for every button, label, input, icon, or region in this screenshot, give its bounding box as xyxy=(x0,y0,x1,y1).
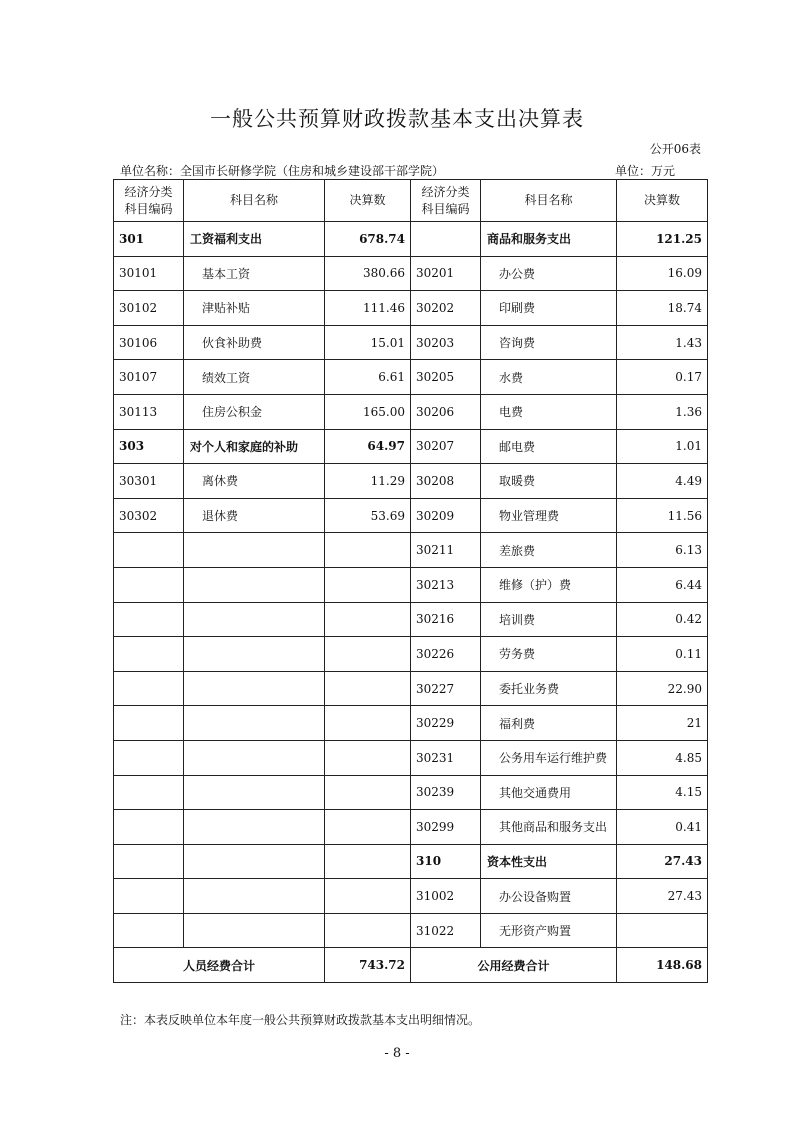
right-name-cell: 邮电费 xyxy=(481,429,617,464)
left-code-cell xyxy=(114,706,184,741)
left-code-cell: 30301 xyxy=(114,464,184,499)
right-code-cell: 30211 xyxy=(411,533,481,568)
left-code-cell: 30113 xyxy=(114,394,184,429)
right-amount-cell: 4.85 xyxy=(617,740,708,775)
right-code-cell: 30239 xyxy=(411,775,481,810)
page-title: 一般公共预算财政拨款基本支出决算表 xyxy=(210,107,584,131)
left-name-cell: 住房公积金 xyxy=(184,394,325,429)
left-name-cell xyxy=(184,775,325,810)
left-code-cell: 30102 xyxy=(114,291,184,326)
right-amount-cell: 6.13 xyxy=(617,533,708,568)
left-amount-cell: 678.74 xyxy=(325,222,411,257)
left-amount-cell xyxy=(325,810,411,845)
left-amount-cell xyxy=(325,775,411,810)
left-code-cell xyxy=(114,775,184,810)
right-name-cell: 印刷费 xyxy=(481,291,617,326)
right-name-cell: 咨询费 xyxy=(481,325,617,360)
left-amount-cell xyxy=(325,844,411,879)
right-amount-cell: 27.43 xyxy=(617,844,708,879)
right-amount-cell: 4.15 xyxy=(617,775,708,810)
left-code-cell xyxy=(114,637,184,672)
right-amount-cell: 0.11 xyxy=(617,637,708,672)
left-amount-cell: 380.66 xyxy=(325,256,411,291)
right-amount-cell: 0.17 xyxy=(617,360,708,395)
table-row xyxy=(114,602,708,637)
header-code-left: 经济分类科目编码 xyxy=(114,180,184,222)
table-row xyxy=(114,533,708,568)
right-name-cell: 取暖费 xyxy=(481,464,617,499)
right-name-cell: 劳务费 xyxy=(481,637,617,672)
right-code-cell: 30205 xyxy=(411,360,481,395)
right-code-cell: 30201 xyxy=(411,256,481,291)
right-name-cell: 电费 xyxy=(481,394,617,429)
table-row xyxy=(114,567,708,602)
left-code-cell xyxy=(114,810,184,845)
right-code-cell: 30203 xyxy=(411,325,481,360)
right-name-cell: 办公费 xyxy=(481,256,617,291)
right-name-cell: 福利费 xyxy=(481,706,617,741)
left-amount-cell: 64.97 xyxy=(325,429,411,464)
left-code-cell: 30107 xyxy=(114,360,184,395)
table-row xyxy=(114,256,708,291)
table-row xyxy=(114,498,708,533)
right-code-cell: 30227 xyxy=(411,671,481,706)
right-code-cell: 31022 xyxy=(411,913,481,948)
left-amount-cell xyxy=(325,706,411,741)
page-number: - 8 - xyxy=(384,1046,410,1061)
right-code-cell xyxy=(411,222,481,257)
right-name-cell: 培训费 xyxy=(481,602,617,637)
table-row xyxy=(114,844,708,879)
left-name-cell: 对个人和家庭的补助 xyxy=(184,429,325,464)
right-code-cell: 30207 xyxy=(411,429,481,464)
totals-row xyxy=(114,948,708,983)
table-row xyxy=(114,222,708,257)
left-name-cell: 工资福利支出 xyxy=(184,222,325,257)
right-amount-cell: 1.43 xyxy=(617,325,708,360)
right-code-cell: 30231 xyxy=(411,740,481,775)
table-row xyxy=(114,429,708,464)
right-name-cell: 委托业务费 xyxy=(481,671,617,706)
left-amount-cell xyxy=(325,602,411,637)
right-code-cell: 30209 xyxy=(411,498,481,533)
left-name-cell xyxy=(184,844,325,879)
table-row xyxy=(114,671,708,706)
right-code-cell: 30226 xyxy=(411,637,481,672)
right-name-cell: 资本性支出 xyxy=(481,844,617,879)
left-amount-cell: 53.69 xyxy=(325,498,411,533)
right-name-cell: 公务用车运行维护费 xyxy=(481,740,617,775)
left-name-cell: 绩效工资 xyxy=(184,360,325,395)
right-amount-cell: 11.56 xyxy=(617,498,708,533)
left-name-cell xyxy=(184,567,325,602)
table-body xyxy=(114,180,708,983)
left-name-cell xyxy=(184,602,325,637)
left-amount-cell xyxy=(325,671,411,706)
left-code-cell: 30101 xyxy=(114,256,184,291)
right-code-cell: 30299 xyxy=(411,810,481,845)
public-total-value: 148.68 xyxy=(617,948,708,983)
table-row xyxy=(114,464,708,499)
personnel-total-value: 743.72 xyxy=(325,948,411,983)
left-name-cell xyxy=(184,533,325,568)
public-total-label: 公用经费合计 xyxy=(411,948,617,983)
left-name-cell xyxy=(184,706,325,741)
left-amount-cell xyxy=(325,567,411,602)
right-amount-cell: 27.43 xyxy=(617,879,708,914)
right-name-cell: 物业管理费 xyxy=(481,498,617,533)
left-name-cell xyxy=(184,671,325,706)
left-code-cell xyxy=(114,671,184,706)
left-code-cell: 30106 xyxy=(114,325,184,360)
table-row xyxy=(114,810,708,845)
left-name-cell xyxy=(184,913,325,948)
left-amount-cell xyxy=(325,637,411,672)
left-amount-cell xyxy=(325,533,411,568)
table-row xyxy=(114,879,708,914)
left-amount-cell: 15.01 xyxy=(325,325,411,360)
left-name-cell: 退休费 xyxy=(184,498,325,533)
left-amount-cell: 6.61 xyxy=(325,360,411,395)
right-amount-cell: 1.01 xyxy=(617,429,708,464)
left-amount-cell: 111.46 xyxy=(325,291,411,326)
left-amount-cell: 165.00 xyxy=(325,394,411,429)
left-code-cell xyxy=(114,740,184,775)
right-amount-cell: 0.42 xyxy=(617,602,708,637)
left-name-cell: 基本工资 xyxy=(184,256,325,291)
left-amount-cell: 11.29 xyxy=(325,464,411,499)
table-row xyxy=(114,706,708,741)
right-amount-cell xyxy=(617,913,708,948)
right-name-cell: 商品和服务支出 xyxy=(481,222,617,257)
footnote: 注：本表反映单位本年度一般公共预算财政拨款基本支出明细情况。 xyxy=(120,1013,481,1027)
left-name-cell xyxy=(184,740,325,775)
left-code-cell: 30302 xyxy=(114,498,184,533)
right-code-cell: 30229 xyxy=(411,706,481,741)
expenditure-table xyxy=(113,179,708,983)
table-row xyxy=(114,360,708,395)
right-code-cell: 31002 xyxy=(411,879,481,914)
right-amount-cell: 22.90 xyxy=(617,671,708,706)
table-row xyxy=(114,325,708,360)
header-code-right: 经济分类科目编码 xyxy=(411,180,481,222)
left-code-cell xyxy=(114,913,184,948)
personnel-total-label: 人员经费合计 xyxy=(114,948,325,983)
table-row xyxy=(114,637,708,672)
right-name-cell: 其他交通费用 xyxy=(481,775,617,810)
table-header-row xyxy=(114,180,708,222)
right-name-cell: 维修（护）费 xyxy=(481,567,617,602)
unit-label: 单位：万元 xyxy=(615,164,676,178)
right-name-cell: 其他商品和服务支出 xyxy=(481,810,617,845)
form-number: 公开06表 xyxy=(649,142,701,156)
left-name-cell xyxy=(184,637,325,672)
left-code-cell: 303 xyxy=(114,429,184,464)
left-code-cell xyxy=(114,602,184,637)
right-amount-cell: 18.74 xyxy=(617,291,708,326)
table-row xyxy=(114,740,708,775)
right-amount-cell: 21 xyxy=(617,706,708,741)
left-name-cell: 离休费 xyxy=(184,464,325,499)
right-amount-cell: 4.49 xyxy=(617,464,708,499)
left-name-cell: 伙食补助费 xyxy=(184,325,325,360)
right-name-cell: 水费 xyxy=(481,360,617,395)
left-code-cell xyxy=(114,844,184,879)
left-name-cell xyxy=(184,879,325,914)
left-code-cell xyxy=(114,567,184,602)
left-name-cell xyxy=(184,810,325,845)
right-amount-cell: 1.36 xyxy=(617,394,708,429)
right-code-cell: 30208 xyxy=(411,464,481,499)
right-name-cell: 无形资产购置 xyxy=(481,913,617,948)
table-row xyxy=(114,291,708,326)
right-code-cell: 30206 xyxy=(411,394,481,429)
header-amount-left: 决算数 xyxy=(325,180,411,222)
right-amount-cell: 121.25 xyxy=(617,222,708,257)
right-name-cell: 差旅费 xyxy=(481,533,617,568)
right-amount-cell: 0.41 xyxy=(617,810,708,845)
unit-name: 单位名称：全国市长研修学院（住房和城乡建设部干部学院） xyxy=(120,164,445,178)
table-row xyxy=(114,913,708,948)
right-code-cell: 30216 xyxy=(411,602,481,637)
right-amount-cell: 16.09 xyxy=(617,256,708,291)
left-code-cell xyxy=(114,533,184,568)
left-code-cell xyxy=(114,879,184,914)
table-row xyxy=(114,394,708,429)
right-amount-cell: 6.44 xyxy=(617,567,708,602)
header-name-left: 科目名称 xyxy=(184,180,325,222)
header-name-right: 科目名称 xyxy=(481,180,617,222)
left-amount-cell xyxy=(325,740,411,775)
left-amount-cell xyxy=(325,879,411,914)
right-code-cell: 30202 xyxy=(411,291,481,326)
left-name-cell: 津贴补贴 xyxy=(184,291,325,326)
left-code-cell: 301 xyxy=(114,222,184,257)
right-code-cell: 310 xyxy=(411,844,481,879)
right-code-cell: 30213 xyxy=(411,567,481,602)
table-row xyxy=(114,775,708,810)
left-amount-cell xyxy=(325,913,411,948)
right-name-cell: 办公设备购置 xyxy=(481,879,617,914)
header-amount-right: 决算数 xyxy=(617,180,708,222)
